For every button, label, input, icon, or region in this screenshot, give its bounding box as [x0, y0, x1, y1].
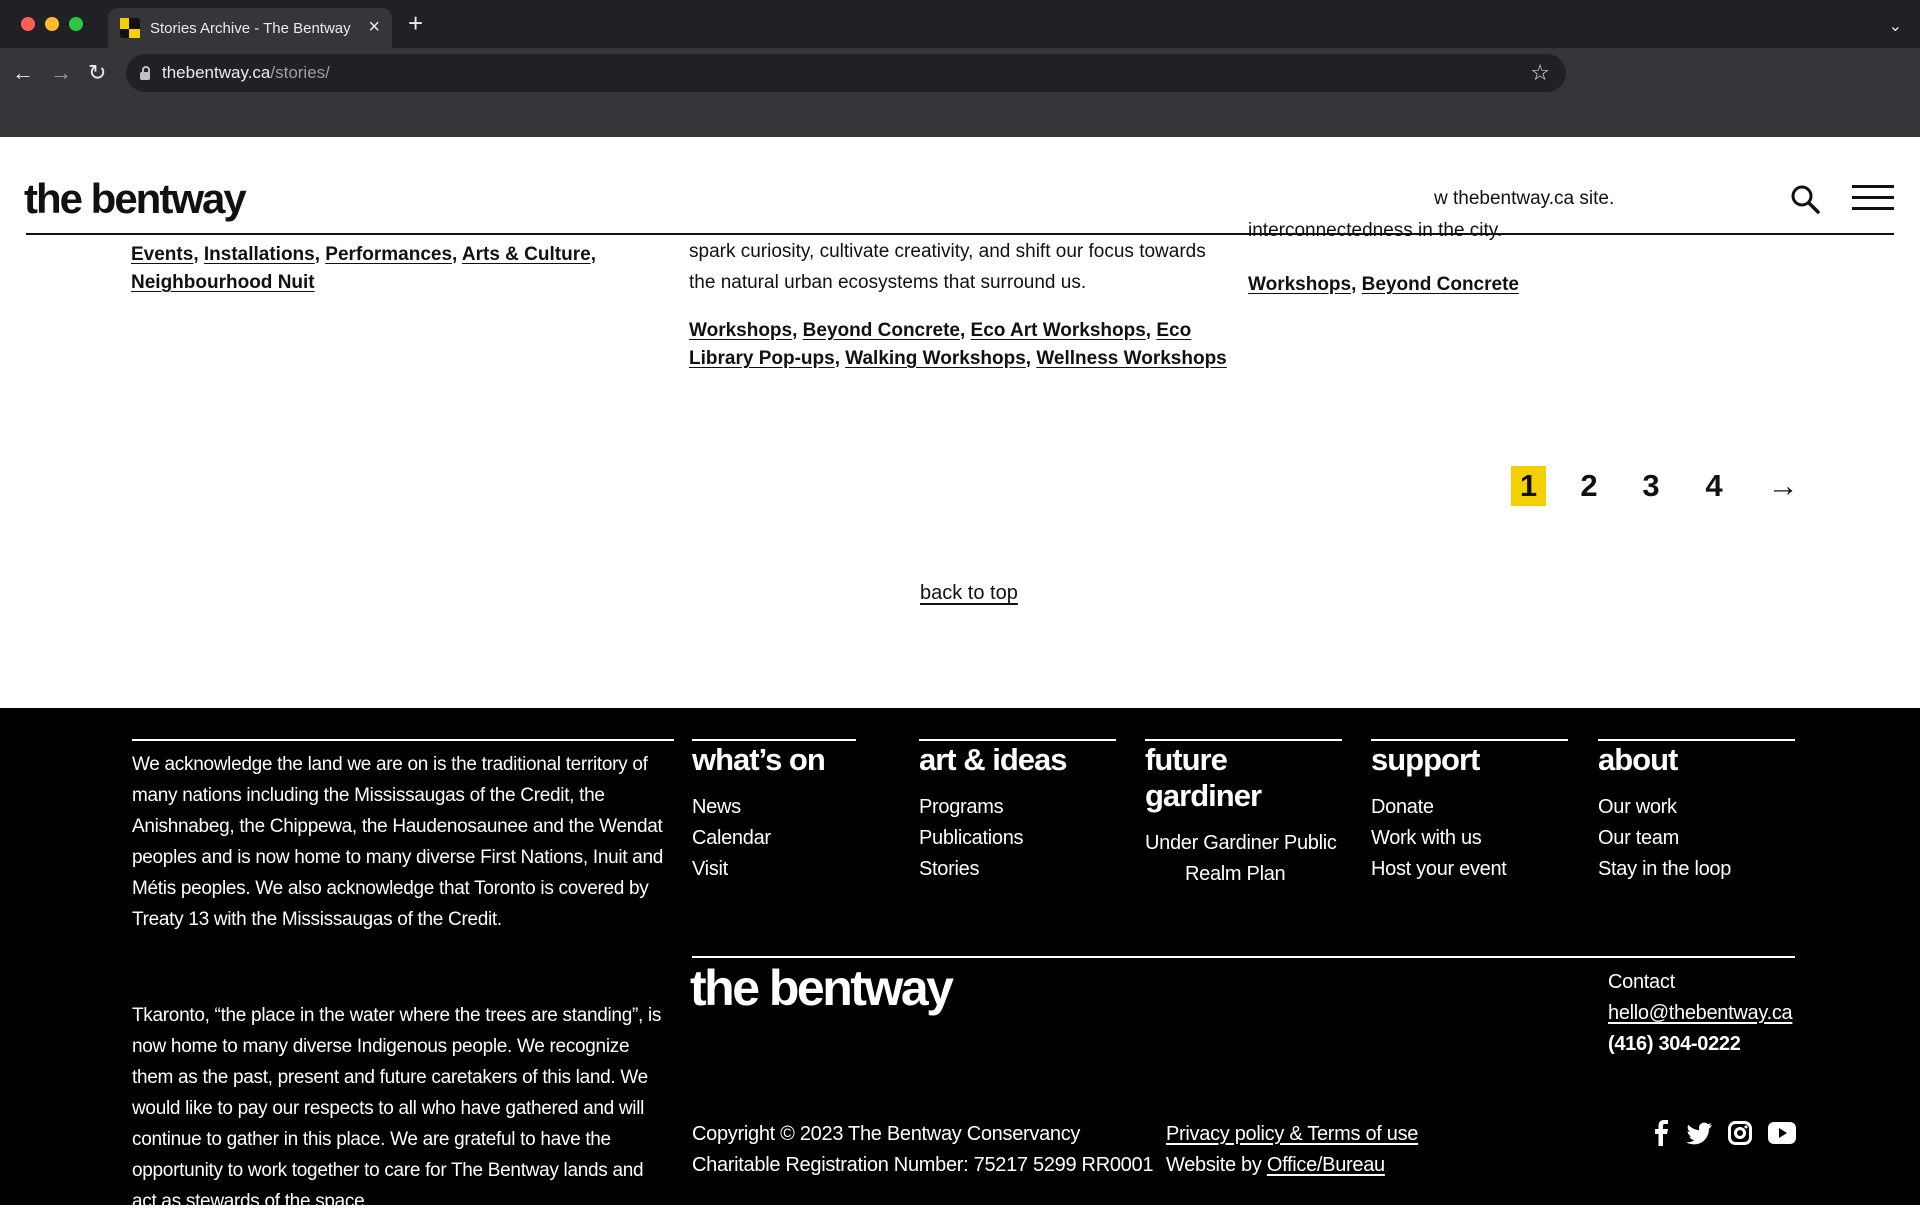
footer-logo[interactable]: the bentway	[690, 960, 952, 1016]
footer-link-visit[interactable]: Visit	[692, 858, 728, 880]
footer-heading-about: about	[1598, 742, 1678, 777]
tag-link[interactable]: Eco Library Pop-ups	[689, 320, 1192, 369]
tab-search-chevron-down-icon[interactable]: ⌄	[1888, 18, 1902, 35]
card-2-excerpt: spark curiosity, cultivate creativity, and shift our focus towards the natural urban ecosystems that surround us.	[689, 241, 1206, 293]
back-arrow-icon[interactable]: ←	[12, 60, 34, 85]
tag-link[interactable]: Arts & Culture	[461, 244, 591, 265]
site-logo[interactable]: the bentway	[24, 175, 245, 222]
footer-link-publications[interactable]: Publications	[919, 827, 1024, 849]
hamburger-menu-icon[interactable]	[1852, 185, 1894, 211]
footer-link-our-team[interactable]: Our team	[1598, 827, 1679, 849]
footer-link-donate[interactable]: Donate	[1371, 796, 1434, 818]
facebook-icon[interactable]	[1654, 1120, 1668, 1146]
minimize-window-button[interactable]	[45, 17, 59, 31]
tag-link[interactable]: Walking Workshops	[845, 348, 1026, 369]
tag-link[interactable]: Neighbourhood Nuit	[131, 272, 315, 293]
pagination-page-2[interactable]: 2	[1580, 468, 1598, 503]
bentway-favicon-icon	[120, 18, 140, 38]
tag-link[interactable]: Events	[131, 244, 194, 265]
lock-icon[interactable]	[140, 72, 150, 80]
back-to-top-link[interactable]: back to top	[920, 582, 1018, 604]
footer-heading-future-gardiner: future gardiner	[1145, 742, 1262, 813]
card-1-tags: Events, Installations, Performances, Arts & Culture, Neighbourhood Nuit	[131, 244, 596, 293]
pagination-page-4[interactable]: 4	[1705, 468, 1723, 503]
footer-link-stay-in-loop[interactable]: Stay in the loop	[1598, 858, 1732, 880]
tag-link[interactable]: Performances	[325, 244, 453, 265]
footer-link-programs[interactable]: Programs	[919, 796, 1004, 818]
footer-link-host-event[interactable]: Host your event	[1371, 858, 1507, 880]
pagination-page-1[interactable]: 1	[1511, 466, 1546, 506]
copyright-text: Copyright © 2023 The Bentway Conservancy	[692, 1123, 1081, 1145]
tab-title: Stories Archive - The Bentway	[150, 19, 351, 37]
site-footer	[0, 708, 1920, 1212]
instagram-icon[interactable]	[1728, 1120, 1752, 1146]
url-text[interactable]: thebentway.ca/stories/	[162, 63, 330, 82]
pagination-page-3[interactable]: 3	[1642, 468, 1660, 503]
footer-link-realm-plan[interactable]: Under Gardiner Public Realm Plan	[1145, 832, 1337, 885]
search-icon[interactable]	[1790, 184, 1820, 214]
land-acknowledgement-2: Tkaronto, “the place in the water where the trees are standing”, is now home to many diverse Indigenous people. We recognize them as the past, present and future caretakers of this land. We would like to pay our respects to all who have gathered and will continue to gather in this place. We are grateful to have the opportunity to work together to care for The Bentway lands and act as stewards of the space.	[132, 1005, 662, 1212]
tag-link[interactable]: Installations	[203, 244, 315, 265]
footer-heading-art-ideas: art & ideas	[919, 742, 1067, 777]
tab-bar	[0, 0, 1920, 48]
close-window-button[interactable]	[21, 17, 35, 31]
footer-link-our-work[interactable]: Our work	[1598, 796, 1677, 818]
maximize-window-button[interactable]	[69, 17, 83, 31]
pagination-next-arrow-icon[interactable]: →	[1767, 468, 1799, 503]
twitter-icon[interactable]	[1685, 1120, 1713, 1146]
tag-link[interactable]: Beyond Concrete	[1361, 274, 1519, 295]
registration-number: Charitable Registration Number: 75217 5299 RR0001	[692, 1154, 1154, 1176]
tag-link[interactable]: Workshops	[1248, 274, 1352, 295]
contact-email-link[interactable]: hello@thebentway.ca	[1608, 1002, 1793, 1024]
tag-link[interactable]: Beyond Concrete	[802, 320, 960, 341]
land-acknowledgement-1: We acknowledge the land we are on is the traditional territory of many nations including the Mississaugas of the Credit, the Anishnabeg, the Chippewa, the Haudenosaunee and the Wendat peoples and is now home to many diverse First Nations, Inuit and Métis peoples. We also acknowledge that Toronto is covered by Treaty 13 with the Mississaugas of the Credit.	[132, 754, 664, 930]
footer-divider	[1598, 739, 1795, 741]
card-2-tags: Workshops, Beyond Concrete, Eco Art Workshops, Eco Library Pop-ups, Walking Workshops, Wellness Workshops	[689, 320, 1227, 369]
tab-close-icon[interactable]: ×	[368, 16, 380, 38]
notice-ticker: w thebentway.ca site.	[1434, 188, 1615, 209]
contact-phone[interactable]: (416) 304-0222	[1608, 1033, 1741, 1055]
tab-stories-archive[interactable]	[108, 8, 392, 48]
contact-label: Contact	[1608, 971, 1675, 993]
footer-divider	[692, 739, 856, 741]
reload-icon[interactable]: ↻	[88, 60, 107, 85]
youtube-icon[interactable]	[1768, 1120, 1796, 1146]
tag-link[interactable]: Workshops	[689, 320, 793, 341]
tag-link[interactable]: Wellness Workshops	[1036, 348, 1227, 369]
address-bar[interactable]	[126, 54, 1566, 92]
footer-divider	[919, 739, 1116, 741]
footer-heading-support: support	[1371, 742, 1480, 777]
browser-chrome	[0, 0, 1920, 137]
footer-divider	[1145, 739, 1342, 741]
footer-heading-whats-on: what’s on	[692, 742, 825, 777]
new-tab-button[interactable]: +	[408, 8, 424, 38]
footer-divider	[1371, 739, 1568, 741]
footer-divider	[692, 956, 1795, 958]
bookmark-star-icon[interactable]: ☆	[1530, 60, 1550, 85]
footer-link-work-with-us[interactable]: Work with us	[1371, 827, 1482, 849]
card-3-excerpt-clipped: interconnectedness in the city.	[1248, 220, 1503, 241]
forward-arrow-icon[interactable]: →	[50, 60, 72, 85]
footer-link-calendar[interactable]: Calendar	[692, 827, 771, 849]
tag-link[interactable]: Eco Art Workshops	[970, 320, 1146, 341]
footer-link-stories[interactable]: Stories	[919, 858, 980, 880]
website-credit: Website by Office/Bureau	[1166, 1154, 1385, 1176]
privacy-policy-link[interactable]: Privacy policy & Terms of use	[1166, 1123, 1419, 1145]
footer-divider	[132, 739, 674, 741]
office-bureau-link[interactable]: Office/Bureau	[1266, 1154, 1385, 1176]
footer-link-news[interactable]: News	[692, 796, 741, 818]
card-3-tags: Workshops, Beyond Concrete	[1248, 274, 1519, 295]
